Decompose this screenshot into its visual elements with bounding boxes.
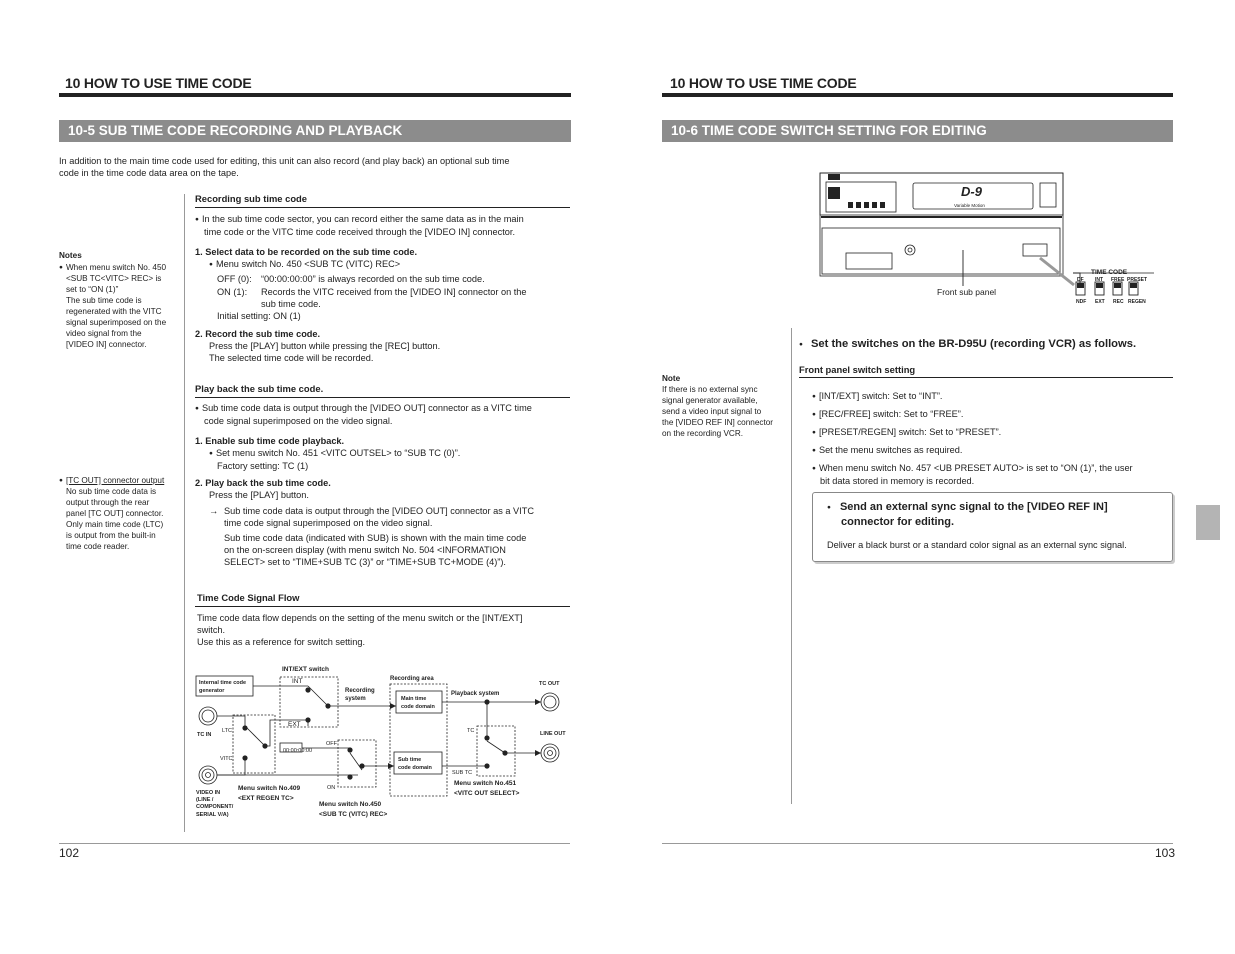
ext-label: EXT <box>288 721 301 728</box>
m409-label-1: Menu switch No.409 <box>238 785 301 792</box>
vitc-label: VITC <box>220 756 233 762</box>
off-label: OFF <box>326 741 337 747</box>
tc-bottom-label: NDF <box>1076 299 1087 305</box>
arrow-icon: → <box>209 506 219 516</box>
time-code-title: TIME CODE <box>1091 269 1128 276</box>
flow-text: Time code data flow depends on the setting of the menu switch or the [INT/EXT] switch. Use this as a reference for switch setting. <box>197 613 523 647</box>
notes-heading: Notes <box>59 251 82 260</box>
note-heading: Note <box>662 374 681 383</box>
play-bullet: ● Sub time code data is output through the [VIDEO OUT] connector as a VITC time code signal superimposed on the video signal. <box>195 402 571 427</box>
rec-off-key: OFF (0): <box>217 274 252 284</box>
footer-rule-left <box>59 843 570 844</box>
rec-on-val: Records the VITC received from the [VIDEO IN] connector on the sub time code. <box>261 287 527 309</box>
front-panel-heading: Front panel switch setting <box>799 364 916 375</box>
signal-flow-diagram <box>190 660 575 825</box>
main-label-2: code domain <box>401 704 435 710</box>
page-number: 103 <box>1155 846 1176 860</box>
note-text: If there is no external sync signal generator available, send a video input signal to the [VIDEO REF IN] connector on the recording VCR. <box>662 385 774 438</box>
chapter-title: 10 HOW TO USE TIME CODE <box>65 75 252 91</box>
zero-label: 00:00:00:00 <box>283 748 313 754</box>
m451-label-2: <VITC OUT SELECT> <box>454 790 520 797</box>
tcin-label: TC IN <box>197 732 212 738</box>
m409-switch-box <box>233 715 275 773</box>
videoin-label-2: (LINE / <box>196 797 214 803</box>
m450-label-2: <SUB TC (VITC) REC> <box>319 811 388 818</box>
tc-top-label: FREE <box>1111 277 1125 283</box>
tc-bottom-label: REGEN <box>1128 299 1146 305</box>
play-heading: Play back the sub time code. <box>195 383 324 394</box>
setting-item: ● Set the menu switches as required. <box>812 444 962 457</box>
m451-switch-box <box>477 726 515 776</box>
gen-label-1: Internal time code <box>199 680 247 686</box>
videoin-label-3: COMPONENT/ <box>196 804 234 810</box>
tc-top-label: INT <box>1095 277 1104 283</box>
tc-bottom-label: REC <box>1113 299 1124 305</box>
play-step-2-text: Press the [PLAY] button. <box>209 490 309 500</box>
rec-bullet: ● In the sub time code sector, you can record either the same data as in the main time code or the VITC time code received through the [VIDEO IN] connector. <box>195 213 571 238</box>
play-factory: Factory setting: TC (1) <box>217 461 309 471</box>
sub-label-2: code domain <box>398 765 432 771</box>
m450-label-1: Menu switch No.450 <box>319 801 382 808</box>
setting-item: ● [PRESET/REGEN] switch: Set to “PRESET”. <box>812 426 1001 439</box>
intext-label: INT/EXT switch <box>282 666 329 673</box>
ltc-label: LTC <box>222 728 232 734</box>
rec-off-val: “00:00:00:00” is always recorded on the sub time code. <box>261 274 485 284</box>
rec-step-2-text: Press the [PLAY] button while pressing the [REC] button. The selected time code will be recorded. <box>209 341 441 363</box>
front-panel-rule <box>799 377 1173 378</box>
footer-rule-right <box>662 843 1173 844</box>
flow-heading: Time Code Signal Flow <box>197 592 300 603</box>
play-step-1: 1. Enable sub time code playback. <box>195 436 345 446</box>
chapter-title: 10 HOW TO USE TIME CODE <box>670 75 857 91</box>
tc-bottom-label: EXT <box>1095 299 1105 305</box>
side-tab <box>1196 505 1220 540</box>
rec-initial: Initial setting: ON (1) <box>217 311 301 321</box>
main-instruction: ● Set the switches on the BR-D95U (recording VCR) as follows. <box>799 338 1136 350</box>
d9-logo: D-9 <box>961 184 982 199</box>
play-step-2: 2. Play back the sub time code. <box>195 478 331 488</box>
setting-item: ● [REC/FREE] switch: Set to “FREE”. <box>812 408 963 421</box>
column-divider <box>791 328 792 804</box>
play-sub-text: Sub time code data (indicated with SUB) is shown with the main time code on the on-screen display (with menu switch No. 504 <INFORMATION SELECT> set to “TIME+SUB TC (3)” or “TIME+SUB TC+MODE (4)”). <box>224 533 527 567</box>
lineout-label: LINE OUT <box>540 731 566 737</box>
m451-label-1: Menu switch No.451 <box>454 780 517 787</box>
int-label: INT <box>292 678 303 685</box>
playsys-label: Playback system <box>451 691 500 697</box>
play-heading-rule <box>195 397 570 398</box>
note-1: ● When menu switch No. 450 <SUB TC<VITC> REC> is set to “ON (1)” The sub time code is regenerated with the VITC signal superimposed on the video signal from the [VIDEO IN] connector. <box>59 262 181 350</box>
recarea-label: Recording area <box>390 676 434 682</box>
play-step-1-menu: ● Set menu switch No. 451 <VITC OUTSEL> to “SUB TC (0)”. <box>209 447 460 460</box>
tcout-label: TC OUT <box>539 681 560 687</box>
front-sub-panel-label: Front sub panel <box>937 287 997 297</box>
rec-on-key: ON (1): <box>217 287 248 297</box>
note-2: ● [TC OUT] connector output No sub time code data is output through the rear panel [TC OUT] connector. Only main time code (LTC) is output from the built-in time code reader. <box>59 475 181 552</box>
chapter-rule <box>59 93 571 97</box>
column-divider <box>184 194 185 832</box>
on-label: ON <box>327 785 336 791</box>
setting-item: ● [INT/EXT] switch: Set to “INT”. <box>812 390 942 403</box>
intro-text: In addition to the main time code used for editing, this unit can also record (and play back) an optional sub time code in the time code data area on the tape. <box>59 156 510 178</box>
variable-motion-label: Variable Motion <box>954 203 985 208</box>
videoin-label-4: SERIAL V/A) <box>196 812 229 818</box>
main-label-1: Main time <box>401 696 427 702</box>
recsys-label-2: system <box>345 696 366 702</box>
section-title: 10-6 TIME CODE SWITCH SETTING FOR EDITING <box>662 120 1173 142</box>
chapter-rule <box>662 93 1173 97</box>
rec-heading-rule <box>195 207 570 208</box>
sub-label-1: Sub time <box>398 757 422 763</box>
setting-item: ● When menu switch No. 457 <UB PRESET AUTO> is set to “ON (1)”, the user bit data stored in memory is recorded. <box>812 462 1172 487</box>
m409-label-2: <EXT REGEN TC> <box>238 795 294 802</box>
videoin-label-1: VIDEO IN <box>196 790 221 796</box>
flow-heading-rule <box>195 606 570 607</box>
subtc-label: SUB TC <box>452 770 473 776</box>
play-arrow-text: Sub time code data is output through the [VIDEO OUT] connector as a VITC time code signal superimposed on the video signal. <box>224 506 534 528</box>
rec-step-1-menu: ● Menu switch No. 450 <SUB TC (VITC) REC> <box>209 258 400 271</box>
recsys-label-1: Recording <box>345 688 375 694</box>
tc-label: TC <box>467 728 475 734</box>
tc-top-label: DF <box>1077 277 1084 283</box>
rec-step-1: 1. Select data to be recorded on the sub time code. <box>195 247 418 257</box>
gen-label-2: generator <box>199 688 225 694</box>
rec-step-2: 2. Record the sub time code. <box>195 329 321 339</box>
sync-box-title: ● Send an external sync signal to the [VIDEO REF IN] connector for editing. <box>827 500 1108 530</box>
tc-top-label: PRESET <box>1127 277 1148 283</box>
sync-box-text: Deliver a black burst or a standard color signal as an external sync signal. <box>827 540 1127 550</box>
rec-heading: Recording sub time code <box>195 193 307 204</box>
page-number: 102 <box>59 846 80 860</box>
section-title: 10-5 SUB TIME CODE RECORDING AND PLAYBACK <box>59 120 571 142</box>
